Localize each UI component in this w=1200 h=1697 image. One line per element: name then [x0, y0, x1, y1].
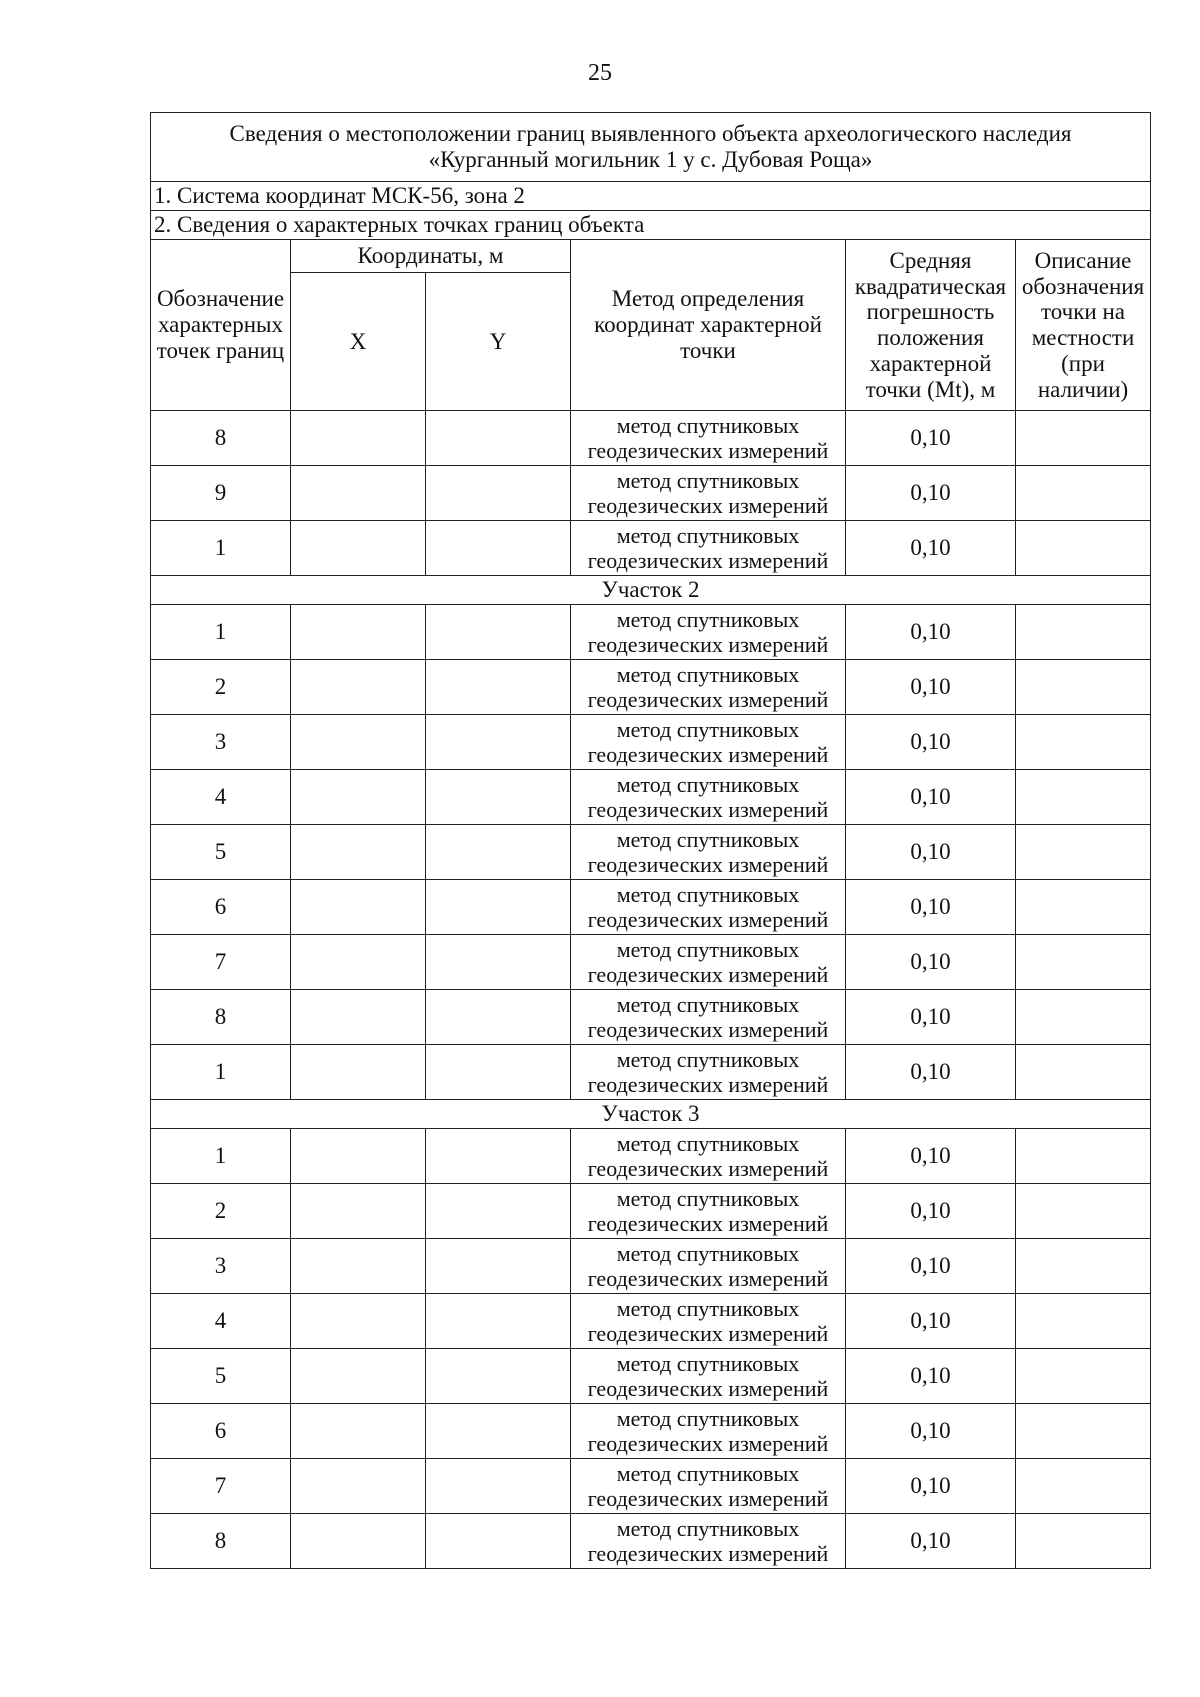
description-cell	[1016, 1045, 1151, 1100]
point-cell: 5	[151, 825, 291, 880]
point-cell: 1	[151, 605, 291, 660]
x-cell	[291, 521, 426, 576]
point-cell: 9	[151, 466, 291, 521]
y-cell	[426, 1349, 571, 1404]
accuracy-cell: 0,10	[846, 715, 1016, 770]
table-row	[151, 1459, 1151, 1514]
accuracy-cell: 0,10	[846, 1045, 1016, 1100]
accuracy-cell: 0,10	[846, 770, 1016, 825]
accuracy-cell: 0,10	[846, 990, 1016, 1045]
table-row	[151, 1349, 1151, 1404]
x-cell	[291, 466, 426, 521]
accuracy-cell: 0,10	[846, 1294, 1016, 1349]
header-y: Y	[426, 273, 571, 411]
point-cell: 8	[151, 990, 291, 1045]
description-cell	[1016, 990, 1151, 1045]
point-cell: 6	[151, 1404, 291, 1459]
description-cell	[1016, 521, 1151, 576]
method-cell: метод спутниковых геодезических измерений	[571, 1294, 846, 1349]
y-cell	[426, 605, 571, 660]
header-point-designation: Обозначение характерных точек границ	[151, 240, 291, 411]
table-row	[151, 880, 1151, 935]
method-cell: метод спутниковых геодезических измерений	[571, 935, 846, 990]
y-cell	[426, 521, 571, 576]
accuracy-cell: 0,10	[846, 1184, 1016, 1239]
accuracy-cell: 0,10	[846, 1459, 1016, 1514]
description-cell	[1016, 411, 1151, 466]
x-cell	[291, 1349, 426, 1404]
section-label: Участок 2	[151, 576, 1151, 605]
header-description: Описание обозначения точки на местности (при наличии)	[1016, 240, 1151, 411]
y-cell	[426, 466, 571, 521]
x-cell	[291, 880, 426, 935]
x-cell	[291, 1239, 426, 1294]
description-cell	[1016, 1129, 1151, 1184]
table-row	[151, 990, 1151, 1045]
point-cell: 8	[151, 411, 291, 466]
y-cell	[426, 1045, 571, 1100]
point-cell: 2	[151, 660, 291, 715]
method-cell: метод спутниковых геодезических измерений	[571, 1239, 846, 1294]
method-cell: метод спутниковых геодезических измерений	[571, 1514, 846, 1569]
description-cell	[1016, 825, 1151, 880]
description-cell	[1016, 1184, 1151, 1239]
table-row	[151, 466, 1151, 521]
x-cell	[291, 1184, 426, 1239]
point-cell: 3	[151, 715, 291, 770]
table-row	[151, 1129, 1151, 1184]
method-cell: метод спутниковых геодезических измерений	[571, 1459, 846, 1514]
method-cell: метод спутниковых геодезических измерений	[571, 466, 846, 521]
header-method: Метод определения координат характерной точки	[571, 240, 846, 411]
y-cell	[426, 825, 571, 880]
accuracy-cell: 0,10	[846, 1129, 1016, 1184]
table-row	[151, 825, 1151, 880]
section-row	[151, 576, 1151, 605]
y-cell	[426, 1404, 571, 1459]
point-cell: 5	[151, 1349, 291, 1404]
y-cell	[426, 935, 571, 990]
x-cell	[291, 1129, 426, 1184]
x-cell	[291, 1459, 426, 1514]
method-cell: метод спутниковых геодезических измерений	[571, 1045, 846, 1100]
coord-system: 1. Система координат МСК-56, зона 2	[151, 182, 1151, 211]
point-cell: 2	[151, 1184, 291, 1239]
title-line-2: «Курганный могильник 1 у с. Дубовая Роща»	[428, 147, 873, 172]
table-row	[151, 1239, 1151, 1294]
y-cell	[426, 1514, 571, 1569]
point-cell: 7	[151, 1459, 291, 1514]
description-cell	[1016, 880, 1151, 935]
y-cell	[426, 1459, 571, 1514]
method-cell: метод спутниковых геодезических измерений	[571, 715, 846, 770]
description-cell	[1016, 1294, 1151, 1349]
accuracy-cell: 0,10	[846, 411, 1016, 466]
description-cell	[1016, 466, 1151, 521]
point-cell: 3	[151, 1239, 291, 1294]
method-cell: метод спутниковых геодезических измерений	[571, 825, 846, 880]
method-cell: метод спутниковых геодезических измерений	[571, 990, 846, 1045]
accuracy-cell: 0,10	[846, 880, 1016, 935]
y-cell	[426, 770, 571, 825]
page-number: 25	[588, 60, 612, 86]
points-header: 2. Сведения о характерных точках границ объекта	[151, 211, 1151, 240]
description-cell	[1016, 1459, 1151, 1514]
y-cell	[426, 1294, 571, 1349]
method-cell: метод спутниковых геодезических измерений	[571, 1184, 846, 1239]
table-row	[151, 935, 1151, 990]
x-cell	[291, 660, 426, 715]
accuracy-cell: 0,10	[846, 825, 1016, 880]
x-cell	[291, 1294, 426, 1349]
table-row	[151, 770, 1151, 825]
table-row	[151, 411, 1151, 466]
description-cell	[1016, 660, 1151, 715]
table-row	[151, 660, 1151, 715]
x-cell	[291, 990, 426, 1045]
y-cell	[426, 411, 571, 466]
x-cell	[291, 715, 426, 770]
x-cell	[291, 770, 426, 825]
method-cell: метод спутниковых геодезических измерений	[571, 411, 846, 466]
table-row	[151, 605, 1151, 660]
method-cell: метод спутниковых геодезических измерений	[571, 880, 846, 935]
accuracy-cell: 0,10	[846, 1239, 1016, 1294]
point-cell: 8	[151, 1514, 291, 1569]
accuracy-cell: 0,10	[846, 660, 1016, 715]
description-cell	[1016, 935, 1151, 990]
accuracy-cell: 0,10	[846, 935, 1016, 990]
accuracy-cell: 0,10	[846, 605, 1016, 660]
x-cell	[291, 825, 426, 880]
description-cell	[1016, 605, 1151, 660]
section-row	[151, 1100, 1151, 1129]
description-cell	[1016, 715, 1151, 770]
title-line-1: Сведения о местоположении границ выявленного объекта археологического наследия	[229, 121, 1072, 147]
method-cell: метод спутниковых геодезических измерений	[571, 1349, 846, 1404]
table-row	[151, 1404, 1151, 1459]
y-cell	[426, 880, 571, 935]
boundary-points-table	[150, 112, 1151, 1569]
table-row	[151, 1184, 1151, 1239]
x-cell	[291, 411, 426, 466]
method-cell: метод спутниковых геодезических измерений	[571, 770, 846, 825]
point-cell: 1	[151, 521, 291, 576]
method-cell: метод спутниковых геодезических измерений	[571, 660, 846, 715]
y-cell	[426, 990, 571, 1045]
table-row	[151, 1045, 1151, 1100]
x-cell	[291, 1514, 426, 1569]
x-cell	[291, 935, 426, 990]
section-label: Участок 3	[151, 1100, 1151, 1129]
description-cell	[1016, 1239, 1151, 1294]
table-title	[151, 113, 1151, 182]
accuracy-cell: 0,10	[846, 1404, 1016, 1459]
description-cell	[1016, 1404, 1151, 1459]
y-cell	[426, 1239, 571, 1294]
x-cell	[291, 605, 426, 660]
method-cell: метод спутниковых геодезических измерений	[571, 1404, 846, 1459]
description-cell	[1016, 1514, 1151, 1569]
description-cell	[1016, 1349, 1151, 1404]
point-cell: 4	[151, 770, 291, 825]
y-cell	[426, 1184, 571, 1239]
header-accuracy: Средняя квадратическая погрешность положения характерной точки (Mt), м	[846, 240, 1016, 411]
method-cell: метод спутниковых геодезических измерений	[571, 521, 846, 576]
table-row	[151, 1294, 1151, 1349]
table-row	[151, 521, 1151, 576]
y-cell	[426, 660, 571, 715]
y-cell	[426, 1129, 571, 1184]
x-cell	[291, 1045, 426, 1100]
point-cell: 1	[151, 1129, 291, 1184]
point-cell: 6	[151, 880, 291, 935]
header-coordinates: Координаты, м	[291, 240, 571, 273]
point-cell: 1	[151, 1045, 291, 1100]
accuracy-cell: 0,10	[846, 521, 1016, 576]
x-cell	[291, 1404, 426, 1459]
table-row	[151, 1514, 1151, 1569]
accuracy-cell: 0,10	[846, 1349, 1016, 1404]
accuracy-cell: 0,10	[846, 1514, 1016, 1569]
header-x: X	[291, 273, 426, 411]
point-cell: 7	[151, 935, 291, 990]
description-cell	[1016, 770, 1151, 825]
accuracy-cell: 0,10	[846, 466, 1016, 521]
y-cell	[426, 715, 571, 770]
method-cell: метод спутниковых геодезических измерений	[571, 1129, 846, 1184]
table-row	[151, 715, 1151, 770]
point-cell: 4	[151, 1294, 291, 1349]
method-cell: метод спутниковых геодезических измерений	[571, 605, 846, 660]
